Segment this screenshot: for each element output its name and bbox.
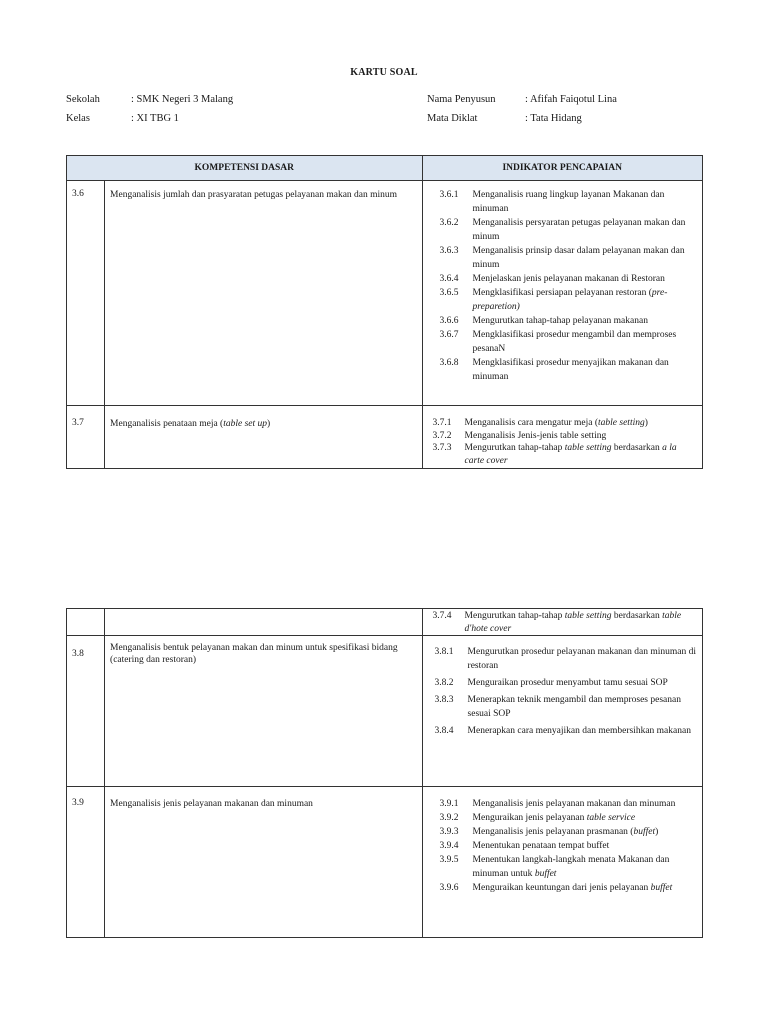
ind-text-italic-2: a la carte cover	[464, 443, 677, 466]
ind-number: 3.9.6	[439, 883, 459, 893]
ind-text-italic: buffet	[650, 883, 673, 893]
ind-text-wrap	[473, 853, 696, 881]
page-title: KARTU SOAL	[350, 67, 418, 78]
ind-number: 3.8.4	[434, 726, 454, 736]
ind-text-wrap	[473, 811, 696, 825]
indikator-list	[433, 610, 696, 635]
ind-number: 3.6.1	[439, 190, 459, 200]
ind-text-after: berdasarkan	[611, 443, 663, 453]
ind-number: 3.9.1	[439, 799, 459, 809]
table-row	[67, 181, 703, 406]
indikator-cell	[422, 787, 702, 938]
ind-number: 3.6.2	[439, 218, 459, 228]
ind-text: Mengklasifikasi prosedur menyajikan makanan dan minuman	[472, 358, 669, 382]
ind-number: 3.9.2	[439, 813, 459, 823]
ind-number: 3.6.6	[439, 316, 459, 326]
ind-text: Menguraikan prosedur menyambut tamu sesuai SOP	[467, 678, 668, 688]
indikator-list	[440, 188, 696, 384]
list-item	[440, 797, 696, 811]
ind-text: Menentukan langkah-langkah menata Makanan dan minuman untuk	[472, 855, 670, 879]
ind-text: Menguraikan jenis pelayanan	[472, 813, 587, 823]
list-item	[435, 693, 696, 721]
list-item	[435, 645, 696, 673]
list-item	[433, 610, 696, 635]
kd-text: Menganalisis jumlah dan prasyaratan petugas pelayanan makan dan minum	[105, 181, 422, 406]
ind-text-italic: table setting	[598, 418, 645, 428]
kd-text-cell	[105, 406, 422, 469]
ind-number: 3.7.2	[432, 430, 452, 441]
list-item	[440, 314, 696, 328]
ind-text: Mengurutkan tahap-tahap	[464, 443, 565, 453]
ind-text: Mengklasifikasi persiapan pelayanan restoran (	[472, 288, 652, 298]
ind-text-italic: buffet	[633, 827, 656, 837]
ind-text: Menguraikan keuntungan dari jenis pelayanan	[472, 883, 651, 893]
ind-text: Menerapkan teknik mengambil dan memproses pesanan sesuai SOP	[467, 695, 681, 719]
ind-text-wrap	[465, 610, 696, 635]
kd-text: Menganalisis bentuk pelayanan makan dan minum untuk spesifikasi bidang (catering dan restoran)	[105, 636, 422, 787]
table-row	[67, 787, 703, 938]
ind-text-after: berdasarkan	[611, 611, 663, 621]
list-item	[433, 417, 696, 430]
ind-text: Menentukan penataan tempat buffet	[472, 841, 610, 851]
ind-number: 3.6.5	[439, 288, 459, 298]
indikator-cell	[422, 181, 702, 406]
table-part-2	[66, 608, 703, 938]
table-row	[67, 636, 703, 787]
kd-text	[105, 609, 422, 636]
ind-text-wrap	[465, 442, 696, 467]
indikator-list	[440, 797, 696, 895]
kd-number: 3.7	[67, 406, 105, 469]
list-item	[433, 442, 696, 467]
col-header-indikator: INDIKATOR PENCAPAIAN	[422, 156, 702, 181]
penyusun-value: : Afifah Faiqotul Lina	[525, 94, 617, 105]
kelas-value: : XI TBG 1	[131, 113, 179, 124]
table-row	[67, 406, 703, 469]
indikator-cell	[422, 609, 702, 636]
ind-text-italic: table setting	[564, 611, 612, 621]
ind-number: 3.9.5	[439, 855, 459, 865]
list-item	[440, 272, 696, 286]
ind-text: Menganalisis Jenis-jenis table setting	[464, 430, 607, 441]
ind-number: 3.6.3	[439, 246, 459, 256]
ind-text-italic: table setting	[564, 443, 612, 453]
list-item	[440, 216, 696, 244]
kd-text-after: )	[267, 419, 271, 429]
kd-number: 3.8	[67, 636, 105, 787]
ind-number: 3.7.1	[432, 418, 452, 428]
kd-number	[67, 609, 105, 636]
table-header-row	[67, 156, 703, 181]
ind-text: Menganalisis jenis pelayanan makanan dan minuman	[472, 799, 676, 809]
ind-text: Mengklasifikasi prosedur mengambil dan memproses pesanaN	[472, 330, 677, 354]
kd-number: 3.6	[67, 181, 105, 406]
indikator-list	[433, 417, 696, 467]
list-item	[440, 244, 696, 272]
ind-number: 3.8.2	[434, 678, 454, 688]
ind-text-italic-2: table d'hote cover	[464, 611, 682, 634]
ind-text: Menganalisis prinsip dasar dalam pelayanan makan dan minum	[472, 246, 685, 270]
sekolah-label: Sekolah	[66, 94, 100, 105]
sekolah-value: : SMK Negeri 3 Malang	[131, 94, 234, 105]
kompetensi-table	[66, 155, 703, 469]
list-item	[435, 724, 696, 738]
ind-text: Menganalisis persyaratan petugas pelayanan makan dan minum	[472, 218, 686, 242]
list-item	[440, 811, 696, 825]
ind-text: Menganalisis jenis pelayanan prasmanan (	[472, 827, 634, 837]
list-item	[440, 356, 696, 384]
ind-number: 3.6.7	[439, 330, 459, 340]
list-item	[440, 188, 696, 216]
ind-text: Mengurutkan prosedur pelayanan makanan dan minuman di restoran	[467, 647, 696, 671]
ind-number: 3.6.4	[439, 274, 459, 284]
ind-text-wrap	[473, 286, 696, 314]
ind-text-wrap	[465, 417, 696, 430]
indikator-cell	[422, 636, 702, 787]
kd-number: 3.9	[67, 787, 105, 938]
kompetensi-table-continued	[66, 608, 703, 938]
ind-text: Mengurutkan tahap-tahap	[464, 611, 565, 621]
ind-text: Mengurutkan tahap-tahap pelayanan makanan	[472, 316, 648, 326]
ind-text-wrap	[473, 825, 696, 839]
ind-number: 3.7.3	[432, 443, 452, 453]
ind-text-wrap	[473, 881, 696, 895]
ind-text: Menjelaskan jenis pelayanan makanan di Restoran	[472, 274, 665, 284]
list-item	[433, 430, 696, 443]
col-header-kompetensi: KOMPETENSI DASAR	[67, 156, 423, 181]
ind-text-after: )	[655, 827, 659, 837]
indikator-list	[435, 645, 696, 738]
ind-number: 3.6.8	[439, 358, 459, 368]
ind-text-after: )	[644, 418, 648, 428]
mapel-value: : Tata Hidang	[525, 113, 582, 124]
indikator-cell	[422, 406, 702, 469]
table-part-1	[66, 155, 703, 469]
ind-text: Menerapkan cara menyajikan dan membersihkan makanan	[467, 726, 691, 736]
ind-text: Menganalisis cara mengatur meja (	[464, 418, 599, 428]
list-item	[440, 328, 696, 356]
ind-number: 3.8.1	[434, 647, 454, 657]
table-row	[67, 609, 703, 636]
ind-number: 3.9.3	[439, 827, 459, 837]
list-item	[440, 853, 696, 881]
ind-number: 3.7.4	[432, 611, 452, 621]
ind-number: 3.8.3	[434, 695, 454, 705]
kd-text: Menganalisis penataan meja (	[110, 419, 224, 429]
ind-text-italic: table service	[586, 813, 636, 823]
list-item	[440, 286, 696, 314]
mapel-label: Mata Diklat	[427, 113, 478, 124]
ind-text-italic: buffet	[534, 869, 557, 879]
ind-text-italic: pre-preparetion)	[472, 288, 668, 312]
list-item	[435, 676, 696, 690]
penyusun-label: Nama Penyusun	[427, 94, 496, 105]
kelas-label: Kelas	[66, 113, 90, 124]
list-item	[440, 839, 696, 853]
list-item	[440, 825, 696, 839]
kd-text-italic: table set up	[223, 419, 268, 429]
kd-text: Menganalisis jenis pelayanan makanan dan minuman	[105, 787, 422, 938]
ind-number: 3.9.4	[439, 841, 459, 851]
ind-text: Menganalisis ruang lingkup layanan Makanan dan minuman	[472, 190, 665, 214]
list-item	[440, 881, 696, 895]
